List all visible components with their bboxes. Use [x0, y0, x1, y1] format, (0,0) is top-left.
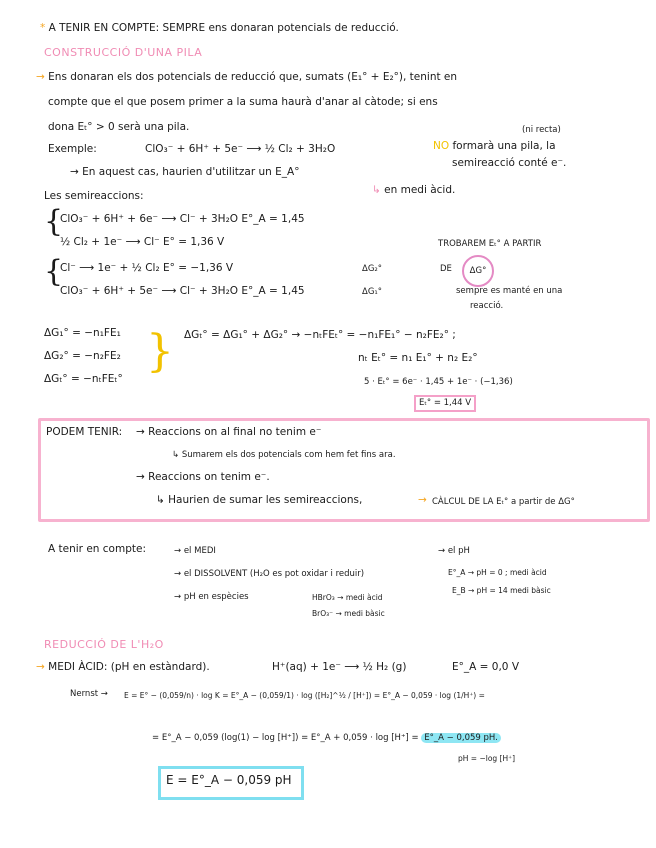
medi-acid-text: en medi àcid. — [384, 184, 456, 196]
de-word: DE — [440, 264, 452, 274]
semireaccio-note: semireacció conté e⁻. — [452, 157, 567, 169]
podem-option-2: → Reaccions on tenim e⁻. — [136, 471, 270, 483]
compte-item-medi: → el MEDI — [174, 546, 216, 556]
pila-paragraph-line-2: compte que el que posem primer a la suma haurà d'anar al càtode; si ens — [48, 96, 438, 108]
intro-note-line — [40, 22, 399, 35]
compte-item-dissolvent: → el DISSOLVENT (H₂O es pot oxidar i reduir) — [174, 569, 365, 579]
bullet-arrow-icon: → — [36, 71, 45, 83]
reaction-4: ClO₃⁻ + 6H⁺ + 5e⁻ ⟶ Cl⁻ + 3H₂O E°_A = 1,45 — [60, 285, 305, 297]
reaction-1: ClO₃⁻ + 6H⁺ + 6e⁻ ⟶ Cl⁻ + 3H₂O E°_A = 1,45 — [60, 213, 305, 225]
hbro3-note: HBrO₃ → medi àcid — [312, 593, 383, 602]
reaction-4-dg: ΔG₁° — [362, 287, 383, 297]
calc-dg-note: CÀLCUL DE LA Eₜ° a partir de ΔG° — [432, 497, 575, 507]
ni-recta-note: (ni recta) — [522, 125, 561, 135]
podem-option-2-sub: ↳ Haurien de sumar les semireaccions, — [156, 494, 363, 506]
reaction-2: ½ Cl₂ + 1e⁻ ⟶ Cl⁻ E° = 1,36 V — [60, 236, 225, 248]
eb-ph-note: E_B → pH = 14 medi bàsic — [452, 586, 551, 595]
reaction-3: Cl⁻ ⟶ 1e⁻ + ½ Cl₂ E° = −1,36 V — [60, 262, 234, 274]
ea-ph-note: E°_A → pH = 0 ; medi àcid — [448, 568, 547, 577]
compte-item-ph: → pH en espècies — [174, 592, 249, 602]
compte-label: A tenir en compte: — [48, 543, 146, 555]
dg-circle: ΔG° — [462, 255, 494, 287]
h2o-reaction: H⁺(aq) + 1e⁻ ⟶ ½ H₂ (g) — [272, 661, 407, 673]
section-heading-h2o: REDUCCIÓ DE L'H₂O — [44, 638, 164, 651]
reaccio-note: reacció. — [470, 301, 504, 311]
sum-equation: ΔGₜ° = ΔG₁° + ΔG₂° → −nₜFEₜ° = −n₁FE₁° − n₂FE₂° ; — [184, 329, 456, 341]
nernst-highlight: E°_A − 0,059 pH. — [421, 733, 501, 743]
medi-acid-line — [36, 661, 210, 674]
dgt-equation: ΔGₜ° = −nₜFEₜ° — [44, 373, 123, 385]
calc-arrow-icon: → — [418, 494, 427, 506]
ph-definition: pH = −log [H⁺] — [458, 754, 516, 763]
brace-top: { — [44, 204, 64, 239]
podem-option-1-sub: ↳ Sumarem els dos potencials com hem fet fins ara. — [172, 450, 396, 460]
final-formula: E = E°_A − 0,059 pH — [166, 773, 292, 787]
down-right-arrow-icon: ↳ — [372, 184, 381, 196]
compte-item-ph-right: → el pH — [438, 546, 470, 556]
intro-note: A TENIR EN COMPTE: SEMPRE ens donaran potencials de reducció. — [48, 22, 399, 34]
nernst-label: Nernst → — [70, 689, 108, 699]
pila-paragraph-line-3: dona Eₜ° > 0 serà una pila. — [48, 121, 190, 133]
star-icon: * — [40, 22, 46, 34]
h2o-potential: E°_A = 0,0 V — [452, 661, 520, 673]
bro3-note: BrO₃⁻ → medi bàsic — [312, 609, 385, 618]
exemple-label: Exemple: — [48, 143, 97, 155]
sempre-note: sempre es manté en una — [456, 286, 563, 296]
semireaccions-label: Les semireaccions: — [44, 190, 144, 202]
no-rest: formarà una pila, la — [452, 140, 556, 152]
reaction-3-dg: ΔG₂° — [362, 264, 383, 274]
nernst-line-2-text: = E°_A − 0,059 (log(1) − log [H⁺]) = E°_A + 0,059 · log [H⁺] = — [152, 733, 419, 743]
nernst-equation: E = E° − (0,059/n) · log K = E°_A − (0,059/1) · log ([H₂]^½ / [H⁺]) = E°_A − 0,059 · log (1/H⁺) = — [124, 691, 485, 700]
dg1-equation: ΔG₁° = −n₁FE₁ — [44, 327, 121, 339]
podem-option-1: → Reaccions on al final no tenim e⁻ — [136, 426, 322, 438]
medi-acid-heading: MEDI ÀCID: (pH en estàndard). — [48, 661, 210, 673]
pila-paragraph-line-1 — [36, 71, 457, 84]
calc-equation: 5 · Eₜ° = 6e⁻ · 1,45 + 1e⁻ · (−1,36) — [364, 377, 513, 387]
bullet-arrow-icon: → — [36, 661, 45, 673]
paragraph-text: Ens donaran els dos potencials de reducció que, sumats (E₁° + E₂°), tenint en — [48, 71, 458, 83]
medi-acid-note — [372, 184, 455, 197]
no-word: NO — [433, 140, 450, 152]
brace-right: { — [146, 326, 174, 377]
dg2-equation: ΔG₂° = −n₂FE₂ — [44, 350, 121, 362]
nt-equation: nₜ Eₜ° = n₁ E₁° + n₂ E₂° — [358, 352, 478, 364]
trobarem-note: TROBAREM Eₜ° A PARTIR — [438, 239, 542, 249]
no-pila-note — [433, 140, 556, 153]
podem-label: PODEM TENIR: — [46, 426, 123, 438]
aquest-cas-line: → En aquest cas, haurien d'utilitzar un E_A° — [70, 166, 300, 178]
section-heading-pila: CONSTRUCCIÓ D'UNA PILA — [44, 46, 203, 59]
result-box: Eₜ° = 1,44 V — [414, 395, 476, 412]
brace-bottom: { — [44, 254, 64, 289]
nernst-line-2 — [152, 732, 501, 745]
exemple-equation: ClO₃⁻ + 6H⁺ + 5e⁻ ⟶ ½ Cl₂ + 3H₂O — [145, 143, 336, 155]
